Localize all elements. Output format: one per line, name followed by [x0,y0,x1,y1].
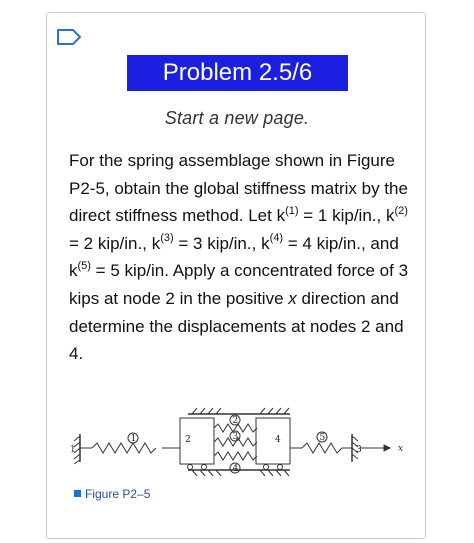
element-label-5: 5 [319,433,326,443]
node-label-4: 4 [275,435,281,445]
k3: $k^{(3)} = 3$ kip/in., [151,232,262,253]
element-label-2: 2 [232,416,239,426]
problem-statement [69,147,409,368]
element-label-1: 1 [130,434,137,444]
k4: $k^{(4)} = 4$ kip/in., and [261,232,399,253]
k1: $k^{(1)} = 1$ kip/in., [276,204,386,226]
axis-label-x: x [398,444,404,454]
node-label-2: 2 [185,435,191,445]
subtitle: Start a new page. [164,108,310,128]
element-label-3: 3 [232,432,239,442]
element-label-4: 4 [232,464,239,474]
node-label-1: 1 [70,445,76,455]
problem-outro-post: direction and determine the displacements at nodes 2 and 4. [69,288,404,364]
problem-outro-pre: Apply a concentrated force of 3 kips at node 2 in the positive [69,261,409,308]
figure-caption[interactable]: Figure P2–5 [74,487,150,501]
problem-title: Problem 2.5/6 [127,55,348,91]
node-label-3: 3 [356,445,362,455]
problem-intro: For the spring assemblage shown in Figure P2-5, obtain the global stiffness matrix by the direct stiffness method. Let [69,151,408,226]
caption-square-icon [74,490,81,497]
k2: $k^{(2)} = 2$ kip/in., [69,204,408,253]
tag-icon [56,28,82,46]
spring-assemblage-figure [60,396,416,490]
k5: $k^{(5)} = 5$ kip/in. [69,259,169,281]
problem-var-x: x [288,288,297,308]
